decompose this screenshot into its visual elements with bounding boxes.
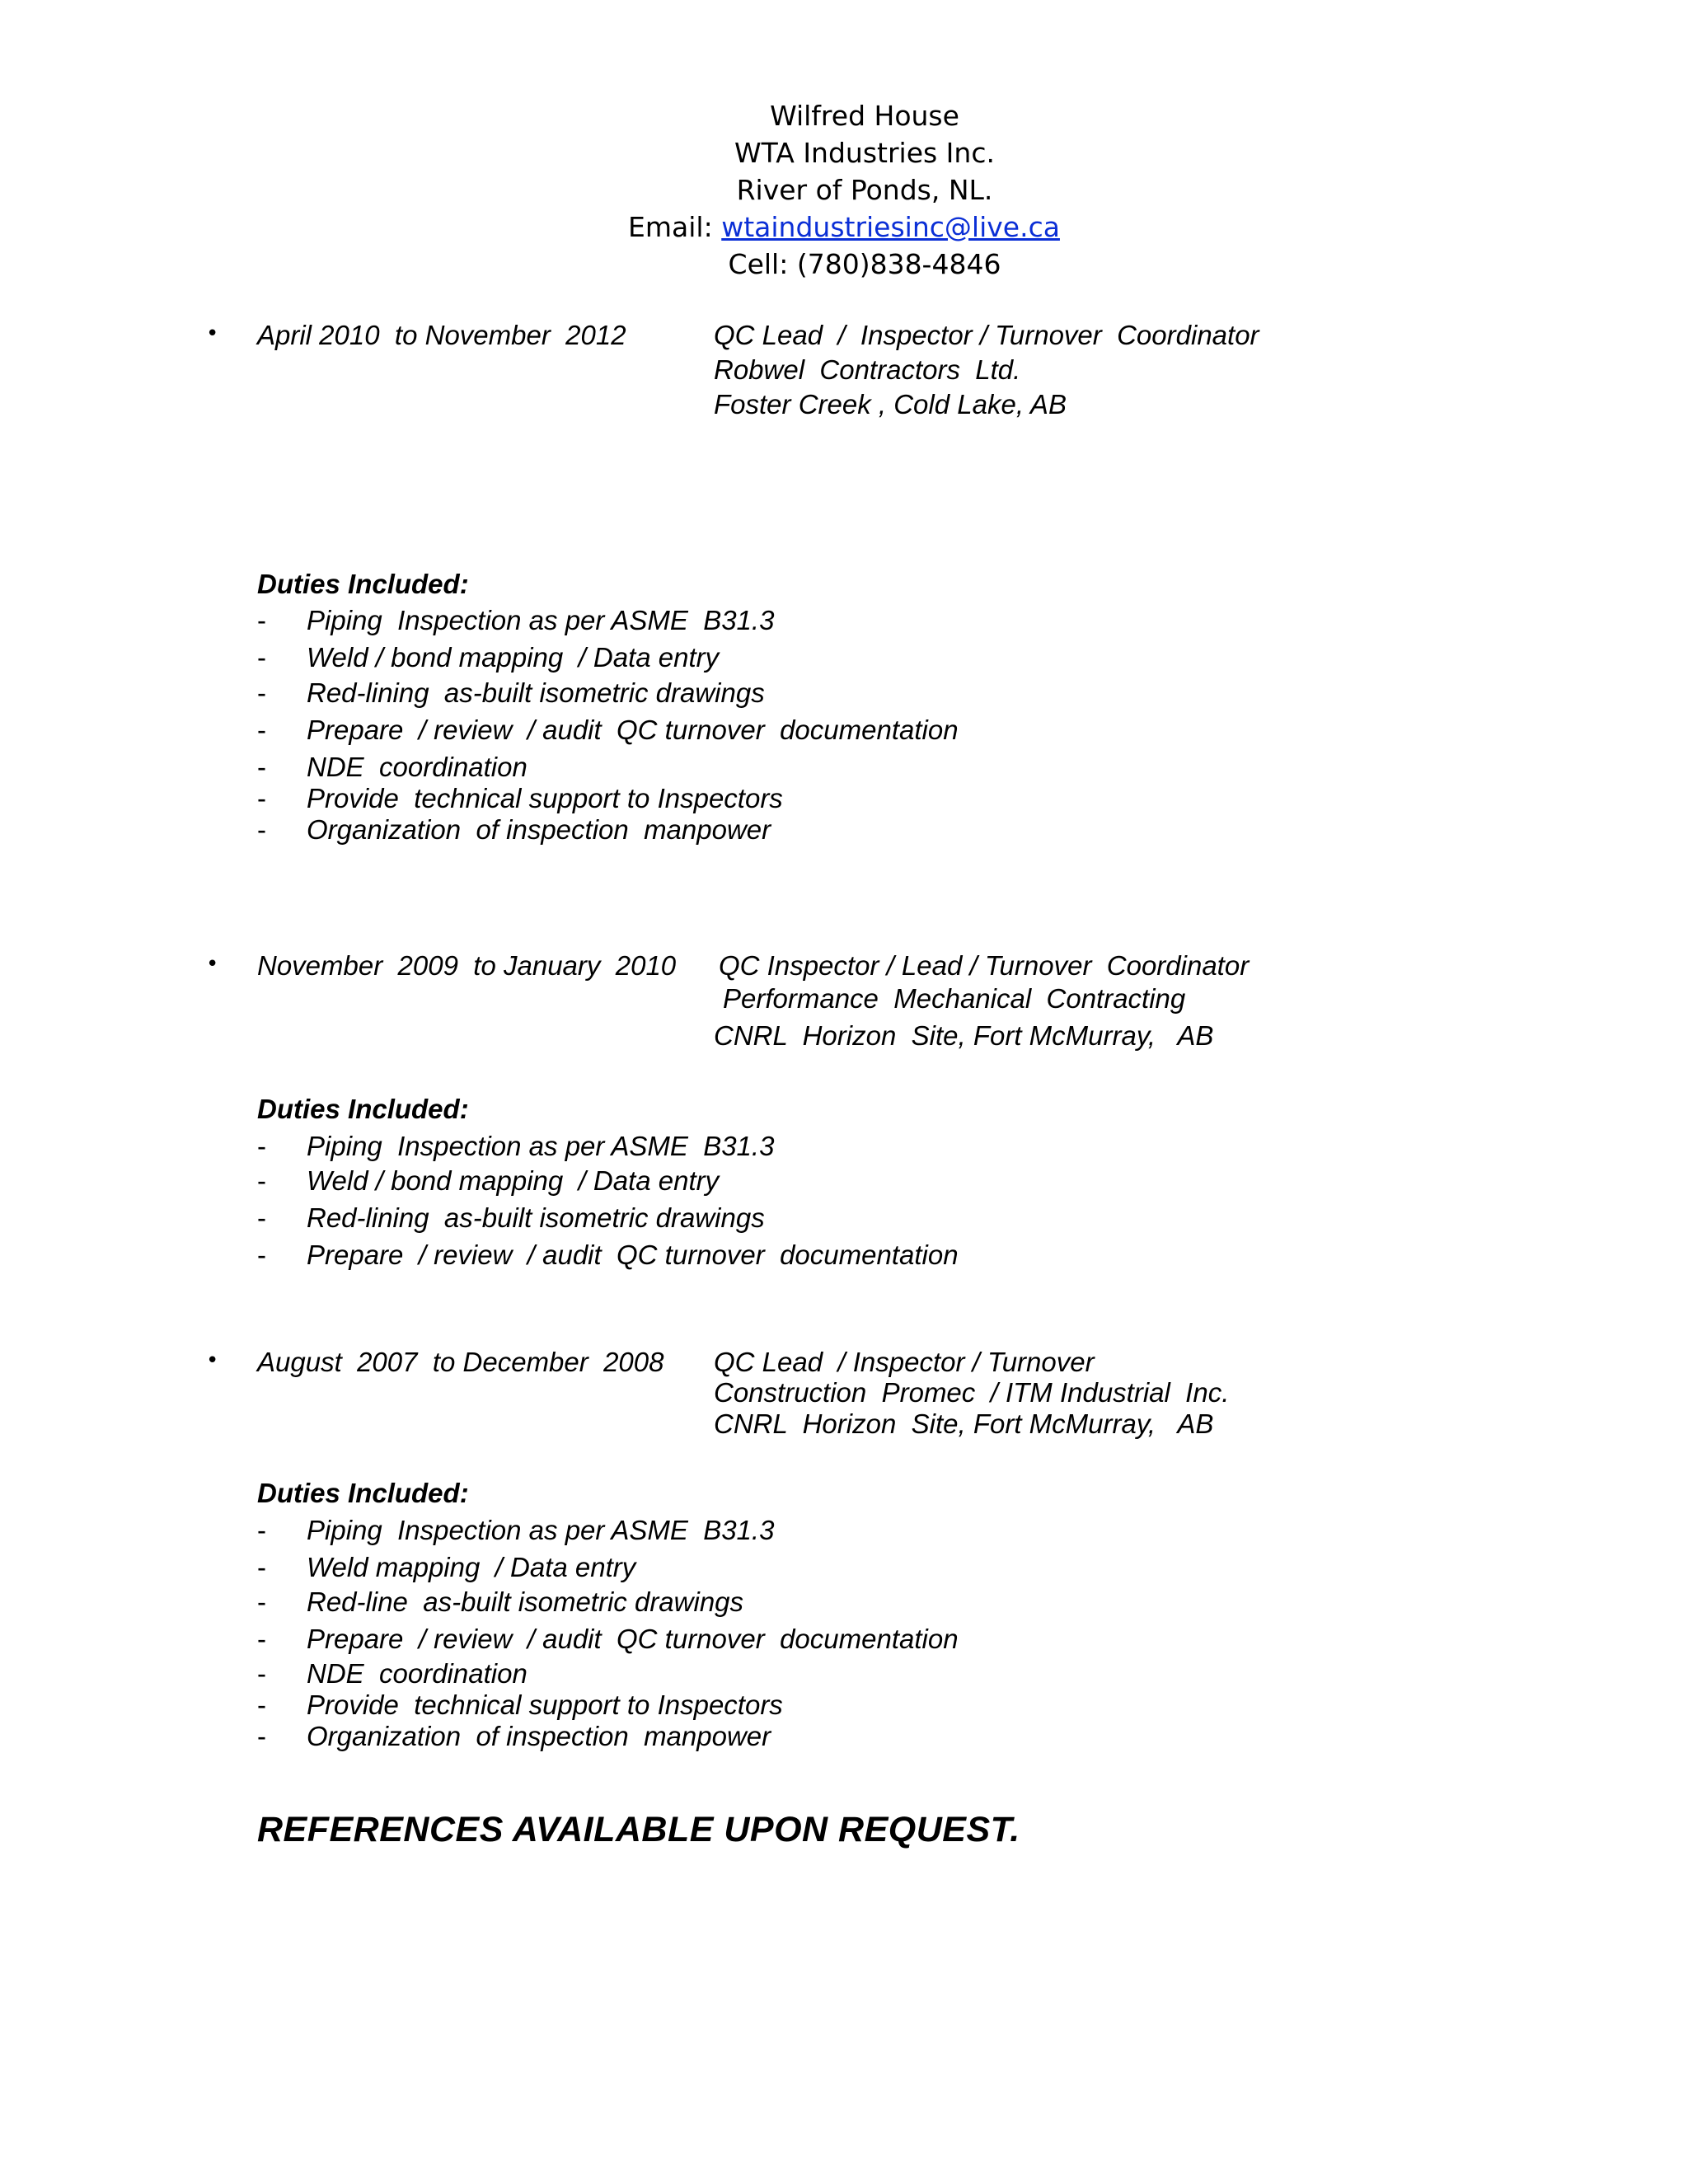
job-1-dates: April 2010 to November 2012 xyxy=(257,320,626,350)
job-1-title: QC Lead / Inspector / Turnover Coordinator xyxy=(714,320,1259,350)
job-1-duty: - Provide technical support to Inspectors xyxy=(257,783,783,813)
job-3-duty: - Piping Inspection as per ASME B31.3 xyxy=(257,1515,775,1545)
job-3-duty: - Prepare / review / audit QC turnover documentation xyxy=(257,1624,959,1654)
email-link[interactable]: wtaindustriesinc@live.ca xyxy=(721,211,1060,243)
job-1-duty: - Prepare / review / audit QC turnover documentation xyxy=(257,715,959,745)
job-3-duty: - Weld mapping / Data entry xyxy=(257,1552,636,1582)
job-1-employer: Robwel Contractors Ltd. xyxy=(714,354,1021,385)
job-2-dates: November 2009 to January 2010 xyxy=(257,950,677,981)
job-1-site: Foster Creek , Cold Lake, AB xyxy=(714,389,1067,419)
job-3-employer: Construction Promec / ITM Industrial Inc. xyxy=(714,1377,1230,1408)
references-note: REFERENCES AVAILABLE UPON REQUEST. xyxy=(257,1810,1020,1849)
job-3-title: QC Lead / Inspector / Turnover xyxy=(714,1347,1095,1377)
job-1-duties-title: Duties Included: xyxy=(257,569,469,599)
job-1-duty: - Red-lining as-built isometric drawings xyxy=(257,677,765,708)
job-1-bullet: • xyxy=(206,321,219,346)
job-3-duties-title: Duties Included: xyxy=(257,1478,469,1508)
job-2-duties-title: Duties Included: xyxy=(257,1094,469,1124)
job-3-duty: - Provide technical support to Inspectors xyxy=(257,1690,783,1720)
job-2-duty: - Prepare / review / audit QC turnover documentation xyxy=(257,1240,959,1270)
job-3-site: CNRL Horizon Site, Fort McMurray, AB xyxy=(714,1408,1214,1439)
job-2-site: CNRL Horizon Site, Fort McMurray, AB xyxy=(714,1020,1214,1051)
job-1-duty: - Organization of inspection manpower xyxy=(257,814,771,845)
job-3-duty: - NDE coordination xyxy=(257,1658,528,1689)
job-3-bullet: • xyxy=(206,1348,219,1373)
cell-phone: Cell: (780)838-4846 xyxy=(728,248,1001,280)
contact-header xyxy=(0,97,1688,283)
job-3-duty: - Organization of inspection manpower xyxy=(257,1721,771,1751)
email-label: Email: xyxy=(628,211,722,243)
job-2-duty: - Red-lining as-built isometric drawings xyxy=(257,1202,765,1233)
job-2-bullet: • xyxy=(206,952,219,977)
job-3-dates: August 2007 to December 2008 xyxy=(257,1347,664,1377)
job-1-duty: - NDE coordination xyxy=(257,752,528,782)
job-2-title: QC Inspector / Lead / Turnover Coordinator xyxy=(719,950,1250,981)
email-line xyxy=(0,209,1688,246)
job-2-duty: - Weld / bond mapping / Data entry xyxy=(257,1165,720,1196)
applicant-name: Wilfred House xyxy=(770,100,959,132)
job-2-duty: - Piping Inspection as per ASME B31.3 xyxy=(257,1131,775,1161)
job-3-duty: - Red-line as-built isometric drawings xyxy=(257,1586,744,1617)
job-2-employer: Performance Mechanical Contracting xyxy=(723,983,1186,1014)
company-name: WTA Industries Inc. xyxy=(734,137,995,169)
location: River of Ponds, NL. xyxy=(736,174,993,206)
job-1-duty: - Piping Inspection as per ASME B31.3 xyxy=(257,605,775,635)
job-1-duty: - Weld / bond mapping / Data entry xyxy=(257,642,720,673)
